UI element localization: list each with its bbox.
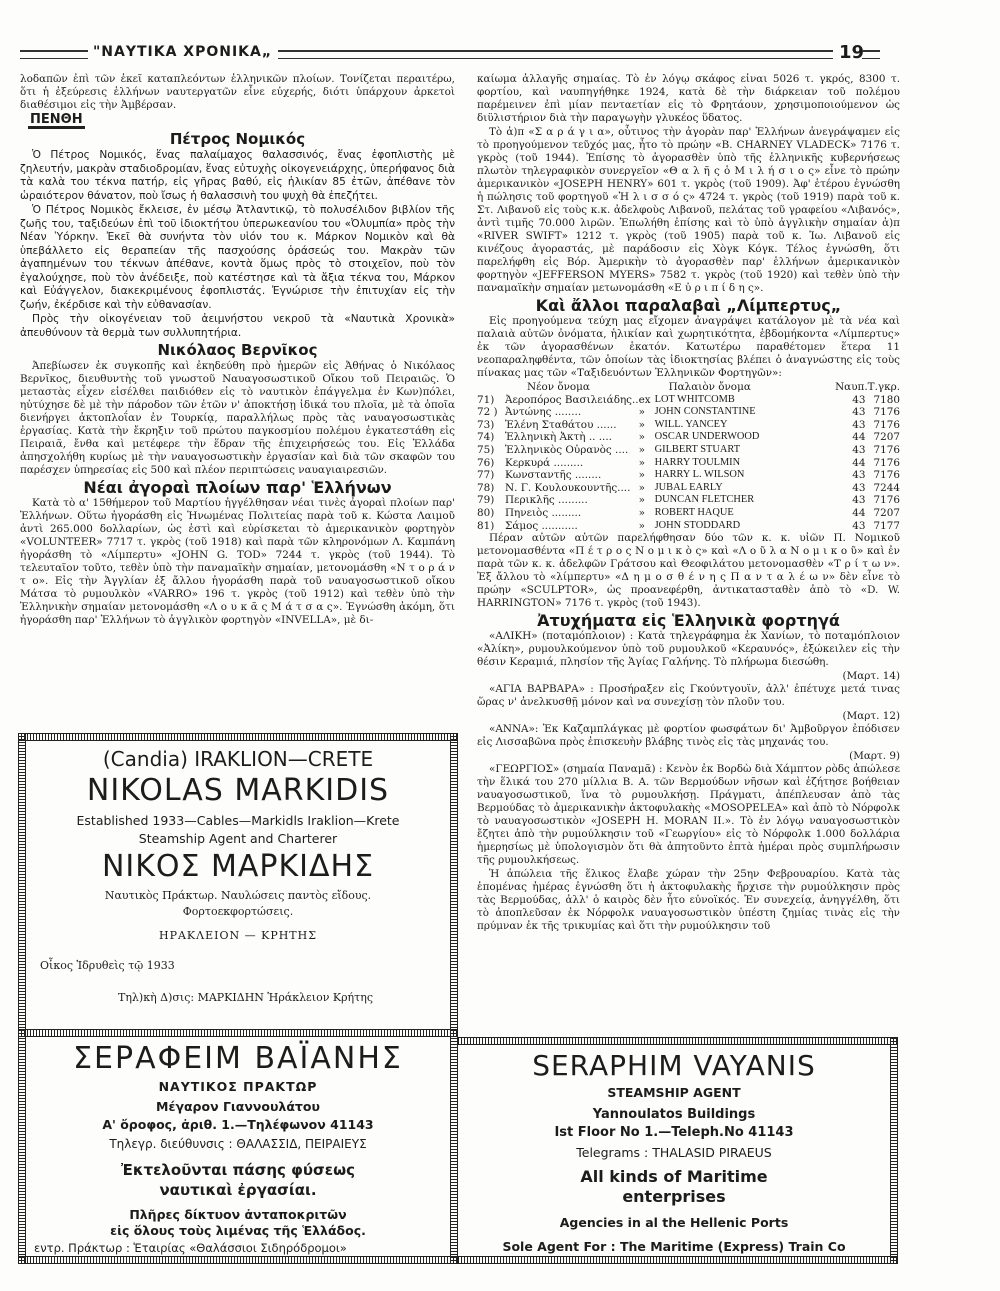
header-rule-left — [20, 50, 88, 59]
table-row — [477, 431, 900, 444]
header-rule-end — [862, 50, 880, 59]
table-header-row — [477, 381, 900, 394]
ship-num-cell: 80) — [477, 506, 495, 519]
ship-old-cell: JUBAL EARLY — [654, 481, 723, 493]
table-row — [477, 482, 900, 495]
ship-tons-cell: 7176 — [873, 456, 900, 469]
markidis-established: Established 1933—Cables—Markidls Iraklion—Krete — [76, 813, 400, 828]
vayanis-gr-network-1: Πλῆρες δίκτυον ἀνταποκριτῶν — [129, 1207, 347, 1222]
ad-border-top — [458, 1037, 898, 1045]
accident-anna-date: (Μαρτ. 9) — [849, 750, 900, 763]
ship-new-cell: Κερκυρά ......... — [505, 456, 584, 469]
ship-tons-cell: 7176 — [873, 469, 900, 482]
ship-ex-cell: » — [638, 456, 645, 469]
accident-anna: «ΑΝΝΑ»: Ἐκ Καζαμπλάγκας μὲ φορτίον φωσφάτων δι' Ἀμβοῦργον ἐπόδισεν εἰς Λισσαβῶνα πρὸς ἐπισκευὴν βλάβης τινὸς εἰς τὰς μηχανάς του. — [477, 723, 900, 749]
table-row — [477, 406, 900, 419]
ad-border-right — [450, 733, 458, 1037]
ship-tons-cell: 7207 — [873, 431, 900, 444]
ship-year-cell: 44 — [852, 456, 866, 469]
nomikos-heading: Πέτρος Νομικός — [169, 130, 306, 148]
ship-new-cell: Ἀεροπόρος Βασιλειάδης.. — [505, 393, 639, 406]
ship-ex-cell: » — [638, 418, 645, 431]
ad-border-bottom — [18, 1256, 458, 1264]
vayanis-en-telegrams: Telegrams : THALASID PIRAEUS — [576, 1145, 772, 1160]
table-row — [477, 457, 900, 470]
ship-ex-cell: » — [638, 494, 645, 507]
ship-tons-cell: 7176 — [873, 443, 900, 456]
accidents-heading: Ἀτυχήματα εἰς Ἑλληνικὰ φορτηγά — [537, 611, 840, 631]
ship-year-cell: 43 — [852, 519, 866, 532]
ship-year-cell: 44 — [852, 506, 866, 519]
vayanis-en-building: Yannoulatos Buildings — [592, 1107, 756, 1122]
vayanis-gr-works-2: ναυτικαὶ ἐργασίαι. — [159, 1181, 317, 1199]
vayanis-en-role: STEAMSHIP AGENT — [607, 1085, 741, 1100]
nomikos-paragraph-1: Ὁ Πέτρος Νομικός, ἕνας παλαίμαχος θαλασσινός, ἕνας ἐφοπλιστὴς μὲ ζηλευτήν, μακρὰν σταδιοδρομίαν, ἕνας εὐτυχὴς οἰκογενειάρχης, ὑπερήφανος διὰ τὰ καλὰ του τέκνα πατήρ, εἰς γῆρας βαθύ, εἰς ἡλικίαν 85 ἐτῶν, ἀπέθανε τὸν ὡραιότερον θάνατον, ποὺ ἴσως ἡ θαλασσινὴ του ψυχὴ θὰ ἐπεζήτει. — [20, 149, 455, 202]
ship-tons-cell: 7177 — [873, 519, 900, 532]
ship-ex-cell: » — [638, 506, 645, 519]
ad-border-right — [890, 1037, 898, 1264]
ship-ex-cell: » — [638, 519, 645, 532]
purchases-paragraph: Κατὰ τὸ α' 15θήμερον τοῦ Μαρτίου ἠγγέλθησαν νέαι τινὲς ἀγοραὶ πλοίων παρ' Ἑλλήνων. Οὕτω ἠγοράσθη εἰς Ἡνωμένας Πολιτείας παρὰ τοῦ κ. Κώστα Λαιμοῦ ἀντὶ 265.000 δολλαρίων, ὡς ἐστὶ καὶ εὑρίσκεται τὸ ἀμερικανικὸν φορτηγὸν «VOLUNTEER» 7717 τ. γκρὸς (τοῦ 1918) καὶ παρὰ τῶν κληρονόμων Λ. Καμπάνη ἠγοράσθη τὸ «Λίμπερτυ» «JOHN G. TOD» 7244 τ. γκρὸς (τοῦ 1944). Τὸ τελευταῖον τοῦτο, τεθὲν ὑπὸ τὴν παναμαϊκὴν σημαίαν, μετονομάσθη «Ν τ ο ρ ά ν τ ο». Εἰς τὴν Ἀγγλίαν ἐξ ἄλλου ἠγοράσθη παρὰ τοῦ ναυαγοσωστικοῦ οἴκου Μάτσα τὸ ρυμουλκὸν «VARRO» 196 τ. γκρὸς (τοῦ 1912) καὶ τεθὲν ὑπὸ τὴν Ἑλληνικὴν σημαίαν μετονομάσθη «Λ ο υ κ ᾶ ς Μ ά τ σ α ς». Ἐγνώσθη ἀκόμη, ὅτι ἠγοράσθη παρ' Ἑλλήνων τὸ ἀγγλικὸν φορτηγὸν «INVELLA», μὲ δι- — [20, 497, 455, 626]
vayanis-gr-role: ΝΑΥΤΙΚΟΣ ΠΡΑΚΤΩΡ — [158, 1079, 318, 1094]
vayanis-en-kinds-1: All kinds of Maritime — [580, 1167, 768, 1186]
section-label-obituaries: ΠΕΝΘΗ — [30, 112, 83, 127]
ship-new-cell: Πηνειὸς ......... — [505, 506, 582, 519]
ship-old-cell: JOHN CONSTANTINE — [654, 406, 756, 418]
vayanis-gr-floor: Α' ὄροφος, ἀριθ. 1.—Τηλέφωνον 41143 — [102, 1117, 374, 1132]
nomikos-paragraph-3: Πρὸς τὴν οἰκογένειαν τοῦ ἀειμνήστου νεκροῦ τὰ «Ναυτικὰ Χρονικὰ» ἀπευθύνουν τὰ θερμὰ των συλλυπητήρια. — [20, 313, 455, 339]
ship-num-cell: 71) — [477, 393, 495, 406]
ship-num-cell: 74) — [477, 431, 495, 444]
table-row — [477, 419, 900, 432]
liberty-paragraph-1: Εἰς προηγούμενα τεύχη μας εἴχομεν ἀναγράψει κατάλογον μὲ τὰ νέα καὶ παλαιὰ αὐτῶν ὀνόματα, ἡλικίαν καὶ χωρητικότητα, ἑβδομήκοντα «Λίμπερτυς» ἐκ τῶν ἀγορασθένων ἑκατόν. Κατωτέρω παραθέτομεν ἕτερα 11 νεοπαραληφθέντα, τῶν ὁποίων τὰς ἰδιοκτησίας βλέπει ὁ ἀναγνώστης εἰς τοὺς πίνακας μας τῶν «Ταξιδευόντων Ἑλληνικῶν Φορτηγῶν»: — [477, 315, 900, 379]
publication-title: "ΝΑΥΤΙΚΑ ΧΡΟΝΙΚΑ„ — [93, 44, 273, 60]
ship-old-cell: GILBERT STUART — [654, 443, 741, 455]
ship-old-cell: DUNCAN FLETCHER — [654, 494, 755, 506]
table-row — [477, 507, 900, 520]
ship-old-cell: WILL. YANCEY — [654, 418, 728, 430]
ship-num-cell: 77) — [477, 469, 495, 482]
vayanis-en-floor: Ist Floor No 1.—Teleph.No 41143 — [554, 1125, 794, 1140]
col-header-old-name: Παλαιὸν ὄνομα — [668, 381, 751, 393]
ad-markidis — [18, 733, 458, 1037]
table-row — [477, 520, 900, 533]
header-rule-right — [278, 50, 833, 59]
ship-tons-cell: 7180 — [873, 393, 900, 406]
vayanis-en-kinds-2: enterprises — [622, 1187, 726, 1206]
continued-paragraph-1: καίωμα ἀλλαγῆς σημαίας. Τὸ ἐν λόγῳ σκάφος εἶναι 5026 τ. γκρός, 8300 τ. φορτίου, καὶ ναυπηγήθηκε 1924, κατὰ δὲ τὴν διάρκειαν τοῦ πολέμου παρέμεινεν ἐπὶ μίαν πενταετίαν εἰς τὸ Φρητάουν, χρησιμοποιούμενον ὡς διϋλιστήριον διὰ τὴν παραγωγὴν γλυκέος ὕδατος. — [477, 73, 900, 124]
ship-old-cell: LOT WHITCOMB — [654, 393, 735, 405]
ship-num-cell: 79) — [477, 494, 495, 507]
ship-old-cell: HARRY L. WILSON — [654, 469, 745, 481]
liberty-ships-table — [477, 381, 900, 532]
ship-tons-cell: 7244 — [873, 481, 900, 494]
accident-georgios-2: Ἡ ἀπώλεια τῆς ἕλικος ἔλαβε χώραν τὴν 25ην Φεβρουαρίου. Κατὰ τὰς ἑπομένας ἡμέρας ἐγνώσθη ὅτι ἡ ἀκτοφυλακὴς ἤρχισε τὴν ρυμούλκησιν πρὸς τὰς Βερμούδας, ἀλλ' ὁ καιρὸς δὲν ἦτο εὐνοϊκός. Ἐν συνεχείᾳ, ἀνηγγέλθη, ὅτι τὸ ἀποπλεῦσαν ἐκ Νόρφολκ ναυαγοσωστικὸν ὑπέστη ζημίας τινὰς εἰς τὴν πρύμναν ἐκ τῆς τρικυμίας καὶ ὅτι τὴν ρυμούλκησιν τοῦ — [477, 868, 900, 933]
ship-ex-cell: » — [638, 406, 645, 419]
markidis-name-greek: ΝΙΚΟΣ ΜΑΡΚΙΔΗΣ — [101, 849, 375, 884]
ship-year-cell: 43 — [852, 406, 866, 419]
purchases-heading: Νέαι ἀγοραὶ πλοίων παρ' Ἑλλήνων — [83, 478, 392, 497]
ad-vayanis-english — [458, 1037, 898, 1264]
left-column — [20, 73, 455, 730]
ship-year-cell: 43 — [852, 494, 866, 507]
ship-year-cell: 43 — [852, 481, 866, 494]
ship-num-cell: 78) — [477, 481, 495, 494]
ship-num-cell: 76) — [477, 456, 495, 469]
ship-num-cell: 75) — [477, 443, 495, 456]
table-row — [477, 444, 900, 457]
vayanis-en-name: SERAPHIM VAYANIS — [532, 1049, 816, 1082]
markidis-city: ΗΡΑΚΛΕΙΟΝ — ΚΡΗΤΗΣ — [158, 929, 318, 942]
ship-old-cell: OSCAR UNDERWOOD — [654, 431, 760, 443]
ship-ex-cell: » — [638, 469, 645, 482]
ship-new-cell: Κωνσταντῆς ........ — [505, 469, 602, 482]
markidis-name-latin: NIKOLAS MARKIDIS — [86, 773, 390, 808]
ship-new-cell: Ν. Γ. Κουλουκουντῆς.... — [505, 481, 631, 494]
vayanis-gr-telegraph: Τηλεγρ. διεύθυνσις : ΘΑΛΑΣΣΙΔ, ΠΕΙΡΑΙΕΥΣ — [109, 1137, 367, 1151]
intro-paragraph: λοδαπῶν ἐπὶ τῶν ἐκεῖ καταπλεόντων ἑλληνικῶν πλοίων. Τονίζεται περαιτέρω, ὅτι ἡ ἐξεύρεσις ἑλλήνων ναυτεργατῶν εἶνε εὐχερής, διότι ὑπάρχουν ἀρκετοὶ διαθέσιμοι εἰς τὴν Ἀμβέρσαν. — [20, 73, 455, 111]
continued-paragraph-2: Τὸ ἀ)π «Σ α ρ ά γ ι α», οὗτινος τὴν ἀγορὰν παρ' Ἑλλήνων ἀνεγράψαμεν εἰς τὸ προηγούμενον τεῦχός μας, ἦτο τὸ πρώην «B. CHARNEY VLADECK» 7176 τ. γκρὸς (τοῦ 1944). Ἐπίσης τὸ ἀγορασθὲν ὑπὸ τῆς ἑλληνικῆς κυβερνήσεως πλωτὸν τηλεγραφικὸν συνεργεῖον «Θ α λ ῆ ς ὁ Μ ι λ ή σ ι ο ς» εἶνε τὸ πρώην ἀμερικανικὸν «JOSEPH HENRY» 601 τ. γκρὸς (τοῦ 1909). Ἀφ' ἑτέρου ἐγνώσθη ἡ πώλησις τοῦ φορτηγοῦ «Ἠ λ ι σ σ ό ς» 4724 τ. γκρὸς (τοῦ 1919) παρὰ τοῦ κ. Στ. Λιβανοῦ εἰς τοὺς κ.κ. ἀδελφοὺς Λιβανοῦ, πελάτας τοῦ γραφείου «Λιβανός», ἀντὶ τιμῆς 70.000 λιρῶν. Ἐπωλήθη ἐπίσης καὶ τὸ ὑπὸ ἀγγλικὴν σημαίαν ἀ)π «RIVER SWIFT» 1212 τ. γκρὸς (τοῦ 1905) παρὰ τοῦ κ. Ἰω. Λιβανοῦ εἰς κινέζους ἀγοραστάς, μὲ παράδοσιν εἰς Χὸγκ Κόγκ. Τέλος ἐγνώσθη, ὅτι παρελήφθη εἰς Βόρ. Ἀμερικὴν τὸ ἀγορασθὲν παρ' ἑλλήνων ἀμερικανικὸν φορτηγὸν «JEFFERSON MYERS» 7582 τ. γκρὸς (τοῦ 1920) καὶ τεθὲν ὑπὸ τὴν παναμαϊκὴν σημαίαν μετωνομάσθη «Ε ὐ ρ ι π ί δ η ς». — [477, 126, 900, 294]
ad-border-right — [450, 1037, 458, 1264]
ship-new-cell: Ἑλληνικὸς Οὐρανὸς .... — [505, 443, 629, 456]
vervikos-paragraph: Ἀπεβίωσεν ἐκ συγκοπῆς καὶ ἐκηδεύθη πρὸ ἡμερῶν εἰς Ἀθήνας ὁ Νικόλαος Βερνῖκος, διευθυντὴς τοῦ γνωστοῦ Ναυαγοσωστικοῦ Οἴκου τοῦ Πειραιῶς. Ὁ μεταστὰς εἶχεν εἰσέλθει παιδιόθεν εἰς τὸ ναυτικὸν ἐπάγγελμα ἐν Κων)πόλει, ηὐτύχησε δὲ μὲ τὴν πάροδον τῶν ἐτῶν ν' ἀποκτήσῃ ἰδικά του πλοῖα, μὲ τὰ ὁποῖα διενήργει ἀκτοπλοΐαν ἐν Τουρκίᾳ, παραλλήλως πρὸς τὰς ναυαγοσωστικὰς ἐργασίας. Κατὰ τὴν ἔκρηξιν τοῦ πρώτου παγκοσμίου πολέμου ἐγκατεστάθη εἰς Πειραιᾶ, ἔνθα καὶ μετέφερε τὴν ἕδραν τῆς ἐπιχειρήσεώς του. Εἰς Ἑλλάδα ἀπησχολήθη κυρίως μὲ τὴν ναυαγοσωστικὴν ἐργασίαν καὶ διὰ τῶν σκαφῶν του παρέσχεν ὑπηρεσίας εἰς 500 καὶ πλέον περιπτώσεις ναυαγιαιρεσιῶν. — [20, 360, 455, 476]
col-header-new-name: Νέον ὄνομα — [527, 381, 590, 393]
liberty-heading: Καὶ ἄλλοι παραλαβαὶ „Λίμπερτυς„ — [535, 296, 842, 315]
ship-year-cell: 43 — [852, 418, 866, 431]
table-row — [477, 394, 900, 407]
vayanis-gr-works-1: Ἐκτελοῦνται πάσης φύσεως — [120, 1161, 355, 1179]
vayanis-gr-agent: εντρ. Πράκτωρ : Ἑταιρίας «Θαλάσσιοι Σιδηρόδρομοι» — [34, 1241, 347, 1255]
ad-border-left — [18, 1037, 26, 1264]
ship-new-cell: Ἑλληνικὴ Ἀκτὴ .. .... — [505, 431, 612, 444]
accident-aliki-date: (Μαρτ. 14) — [842, 670, 900, 683]
markidis-services-2: Φορτοεκφορτώσεις. — [182, 905, 294, 918]
vayanis-en-agent: Sole Agent For : The Maritime (Express) Train Co — [502, 1239, 846, 1254]
vayanis-gr-network-2: εἰς ὅλους τοὺς λιμένας τῆς Ἑλλάδος. — [110, 1223, 366, 1238]
ad-border-left — [18, 733, 26, 1037]
ship-num-cell: 73) — [477, 418, 495, 431]
ship-tons-cell: 7207 — [873, 506, 900, 519]
ship-num-cell: 72 ) — [477, 406, 498, 419]
ship-new-cell: Σάμος ........... — [505, 519, 578, 532]
ship-tons-cell: 7176 — [873, 494, 900, 507]
page-number: 19 — [839, 42, 865, 63]
ship-tons-cell: 7176 — [873, 406, 900, 419]
markidis-founded: Οἶκος Ἱδρυθεὶς τῷ 1933 — [40, 959, 175, 972]
ship-tons-cell: 7176 — [873, 418, 900, 431]
ship-new-cell: Περικλῆς ......... — [505, 494, 588, 507]
accident-aliki: «ΑΛΙΚΗ» (ποταμόπλοιον) : Κατὰ τηλεγράφημα ἐκ Χανίων, τὸ ποταμόπλοιον «Ἀλίκη», ρυμουλκούμενον ὑπὸ τοῦ ρυμουλκοῦ «Κεραυνός», ἐξώκειλεν εἰς τὴν θέσιν Κεραμιά, πλησίον τῆς Ἁγίας Γαλήνης. Τὸ πλήρωμα διεσώθη. — [477, 630, 900, 669]
ship-year-cell: 43 — [852, 443, 866, 456]
ship-old-cell: ROBERT HAQUE — [654, 506, 734, 518]
ship-year-cell: 43 — [852, 469, 866, 482]
vayanis-en-agencies: Agencies in al the Hellenic Ports — [559, 1215, 789, 1230]
liberty-paragraph-2: Πέραν αὐτῶν αὐτῶν παρελήφθησαν δύο τῶν κ. κ. υἱῶν Π. Νομικοῦ μετονομασθέντα «Π έ τ ρ ο ς Ν ο μ ι κ ὸ ς» καὶ «Λ ο ῦ λ α Ν ο μ ι κ ο ῦ» καὶ ἐν παρὰ τῶν κ. κ. ἀδελφῶν Γράτσου καὶ Θεοφιλάτου μετονομασθὲν «Τ ρ ί τ ω ν». Ἐξ ἄλλου τὸ «λίμπερτυ» «Δ η μ ο σ θ έ ν η ς Π α ν τ α λ έ ω ν» δὲν εἶνε τὸ πρώην «SCULPTOR», ὡς προανεφέρθη, ἀντικατασταθὲν ἀπὸ τὸ «D. W. HARRINGTON» 7176 τ. γκρὸς (τοῦ 1943). — [477, 532, 900, 610]
ship-new-cell: Ἐλένη Σταθάτου ...... — [505, 418, 617, 431]
ship-year-cell: 44 — [852, 431, 866, 444]
vayanis-gr-building: Μέγαρον Γιαννουλάτου — [156, 1099, 320, 1114]
col-header-built-tons: Ναυπ.Τ.γκρ. — [835, 381, 900, 393]
ship-old-cell: HARRY TOULMIN — [654, 456, 741, 468]
markidis-cable: Τηλ)κὴ Δ)σις: ΜΑΡΚΙΔΗΝ Ἡράκλειον Κρήτης — [118, 991, 373, 1004]
accident-georgios: «ΓΕΩΡΓΙΟΣ» (σημαία Παναμᾶ) : Κενὸν ἐκ Βορδὼ διὰ Χάμπτον ρὸδς ἀπώλεσε τὴν ἕλικά του 270 μίλλια Β. Α. τῶν Βερμούδων νῆσων καὶ ἐζήτησε βοήθειαν ναυαγοσωστικοῦ, ἵνα τὸ ρυμουλκήσῃ. Πράγματι, ἀπέπλευσαν ἀπὸ τὰς Βερμούδας τὸ ἀμερικανικὴν ἀκτοφυλακὴς «MOSOPELEA» καὶ ἀπὸ τὸ Νόρφολκ τὸ ναυαγοσωστικὸν «JOSEPH H. MORAN II.». Τὸ ἐν λόγῳ ναυαγοσωστικὸν ἔζητει ἀπὸ τὴν ρυμούλκησιν τοῦ «Γεωργίου» εἰς τὸ Νόρφολκ 1.000 δολλάρια ἡμερησίως μὲ ὑπολογισμὸν ὅτι θὰ ἀπητοῦντο ἑπτὰ ἡμέραι πρὸς συμπλήρωσιν τῆς ρυμουλκήσεως. — [477, 763, 900, 867]
accident-varvara-date: (Μαρτ. 12) — [842, 710, 900, 723]
ship-ex-cell: » — [638, 481, 645, 494]
nomikos-paragraph-2: Ὁ Πέτρος Νομικὸς ἔκλεισε, ἐν μέσῳ Ἀτλαντικῷ, τὸ πολυσέλιδον βιβλίον τῆς ζωῆς του, ταξιδεύων ἐπὶ τοῦ ἰδιοκτήτου ὑπερωκεανίου του «Ὀλυμπία» πρὸς τὴν Νέαν Ὑόρκην. Ἐκεῖ θὰ συνήντα τὸν υἱόν του κ. Μάρκον Νομικὸν καὶ θὰ ὑπεβάλλετο εἰς θεραπείαν τῆς πασχούσης ὁράσεώς του. Μακρὰν τῶν ἀγαπημένων του τέκνων ἀπέθανε, κοντὰ ὅμως πρὸς τὸ στοιχεῖον, ποὺ τὸν ἐγαλούχησε, ποὺ τὸν ἀνέδειξε, ποὺ κατέστησε καὶ τὰ ἄξια τέκνα του, Μάρκον καὶ Εὐάγγελον, διακεκριμένους ἐφοπλιστάς. Ἐγνώρισε τὴν ἐπιτυχίαν εἰς τὴν ζωήν, ἐκέρδισε καὶ τὴν εὐθανασίαν. — [20, 204, 455, 311]
ship-ex-cell: » — [638, 431, 645, 444]
ship-rows — [477, 394, 900, 533]
ad-border-bottom — [458, 1256, 898, 1264]
ship-year-cell: 43 — [852, 393, 866, 406]
ship-ex-cell: ex — [638, 393, 651, 406]
table-row — [477, 469, 900, 482]
ad-border-top — [18, 733, 458, 741]
table-row — [477, 494, 900, 507]
markidis-role: Steamship Agent and Charterer — [138, 831, 338, 846]
ship-ex-cell: » — [638, 443, 645, 456]
ship-new-cell: Ἀντώνης ........ — [505, 406, 582, 419]
vayanis-gr-name: ΣΕΡΑΦΕΙΜ ΒΑΪΑΝΗΣ — [73, 1041, 403, 1076]
right-column — [477, 73, 900, 1034]
markidis-location: (Candia) IRAKLION—CRETE — [102, 747, 374, 771]
accident-varvara: «ΑΓΙΑ ΒΑΡΒΑΡΑ» : Προσήραξεν εἰς Γκούντγουϊν, ἀλλ' ἐπέτυχε μετά τινας ὥρας ν' ἀνελκυσθῇ μόνον καὶ να συνεχίσῃ τὸν πλοῦν του. — [477, 683, 900, 709]
ship-num-cell: 81) — [477, 519, 495, 532]
markidis-services: Ναυτικὸς Πράκτωρ. Ναυλώσεις παντὸς εἴδους. — [104, 889, 372, 902]
ship-old-cell: JOHN STODDARD — [654, 519, 741, 531]
ad-border-bottom — [18, 1029, 458, 1037]
ad-vayanis-greek — [18, 1037, 458, 1264]
vervikos-heading: Νικόλαος Βερνῖκος — [157, 341, 318, 359]
